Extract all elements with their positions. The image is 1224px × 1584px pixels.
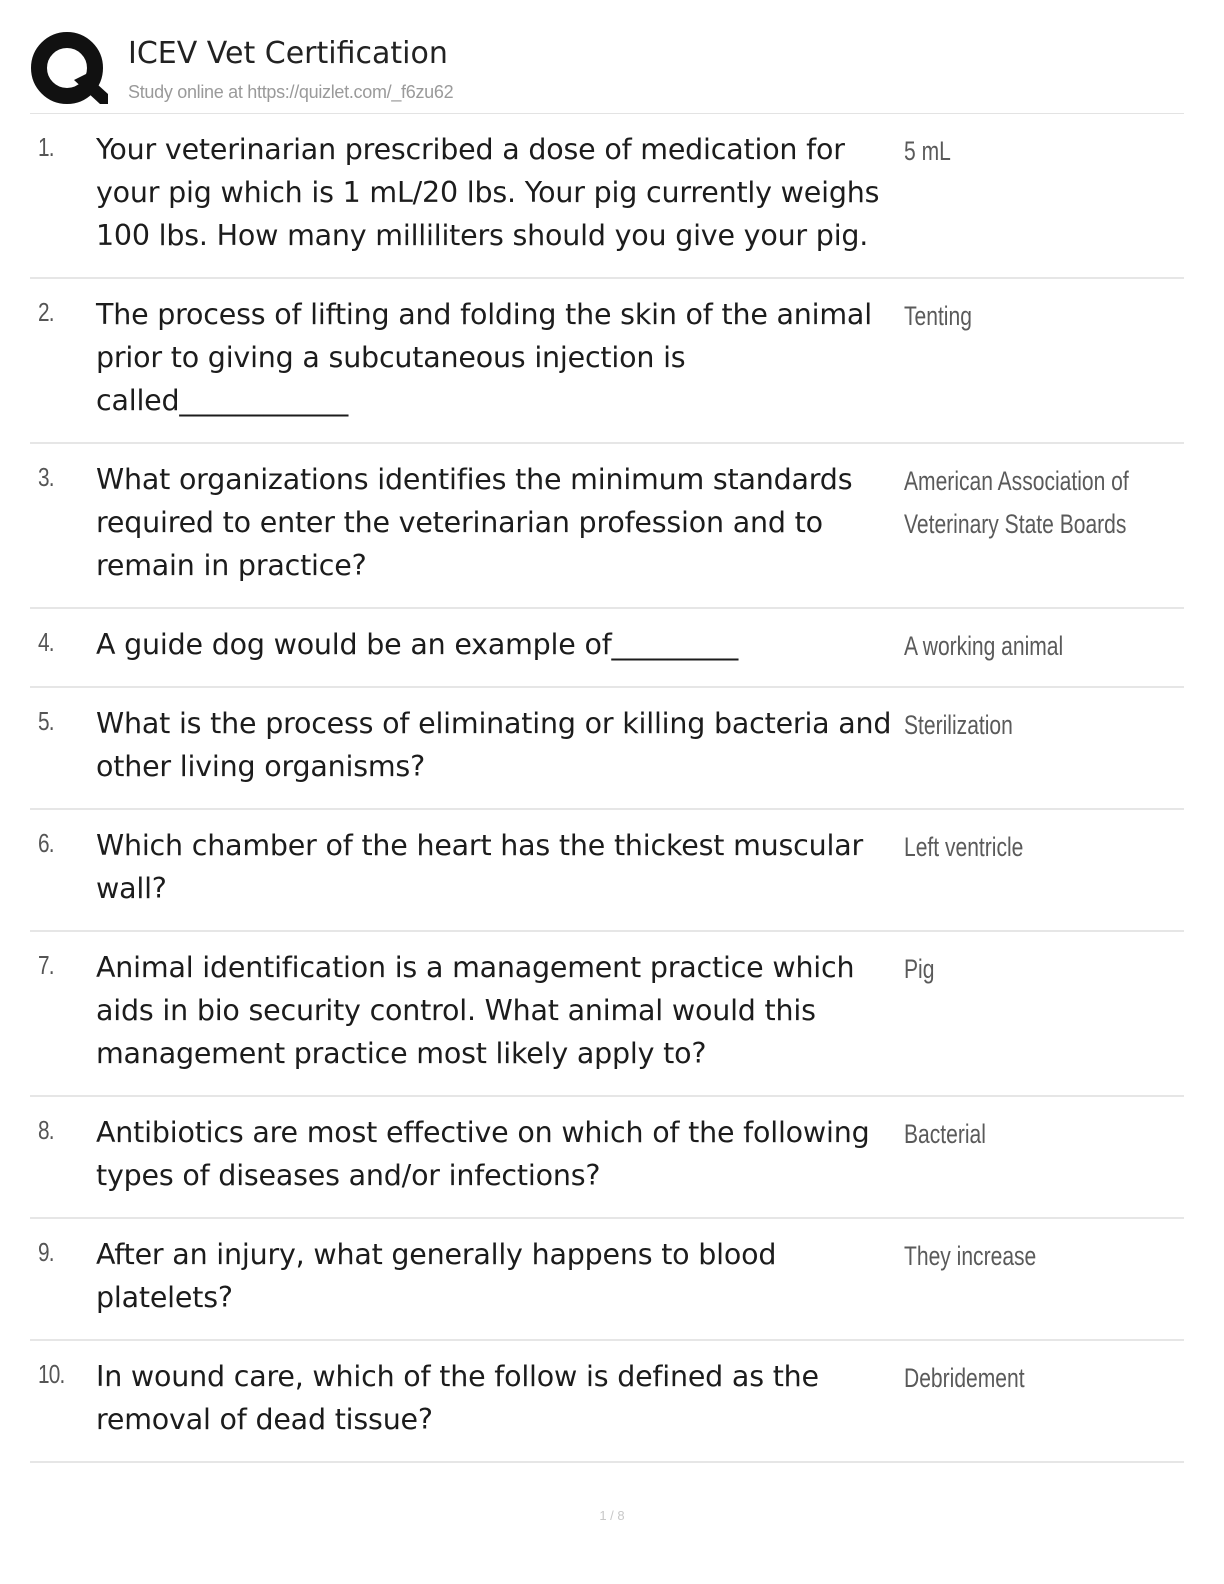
answer-text: Debridement xyxy=(904,1363,1025,1393)
quizlet-logo-icon xyxy=(30,30,108,108)
answer-text: American Association of Veterinary State Boards xyxy=(904,466,1129,539)
question-text: Animal identification is a management practice which aids in bio security control. What animal would this management practice most likely apply to? xyxy=(96,951,855,1070)
answer-text: Tenting xyxy=(904,301,972,331)
answer-text: Bacterial xyxy=(904,1119,986,1149)
question-number: 5. xyxy=(38,706,54,736)
question-number: 4. xyxy=(38,627,54,657)
answer-text: Pig xyxy=(904,954,935,984)
question-number: 3. xyxy=(38,462,54,492)
question-row xyxy=(30,444,1184,609)
answer-text: They increase xyxy=(904,1241,1037,1271)
question-row xyxy=(30,1097,1184,1219)
question-row xyxy=(30,279,1184,444)
question-row xyxy=(30,688,1184,810)
set-title: ICEV Vet Certification xyxy=(128,36,448,71)
question-row xyxy=(30,810,1184,932)
question-row xyxy=(30,114,1184,279)
question-row xyxy=(30,1219,1184,1341)
question-text: Your veterinarian prescribed a dose of medication for your pig which is 1 mL/20 lbs. Your pig currently weighs 100 lbs. How many milliliters should you give your pig. xyxy=(96,133,880,252)
question-row xyxy=(30,932,1184,1097)
question-text: After an injury, what generally happens to blood platelets? xyxy=(96,1238,777,1314)
study-online-link[interactable]: Study online at https://quizlet.com/_f6zu62 xyxy=(128,82,454,102)
page-header xyxy=(30,30,1184,114)
question-row xyxy=(30,609,1184,688)
answer-text: Sterilization xyxy=(904,710,1013,740)
answer-text: Left ventricle xyxy=(904,832,1024,862)
question-number: 1. xyxy=(38,132,54,162)
question-text: Antibiotics are most effective on which of the following types of diseases and/or infections? xyxy=(96,1116,870,1192)
page-number: 1 / 8 xyxy=(599,1508,625,1523)
question-text: In wound care, which of the follow is defined as the removal of dead tissue? xyxy=(96,1360,819,1436)
question-row xyxy=(30,1341,1184,1463)
question-text: A guide dog would be an example of_________ xyxy=(96,628,738,661)
question-number: 2. xyxy=(38,297,54,327)
answer-text: 5 mL xyxy=(904,136,951,166)
answer-text: A working animal xyxy=(904,631,1064,661)
question-text: The process of lifting and folding the skin of the animal prior to giving a subcutaneous injection is called____________ xyxy=(96,298,872,417)
question-text: What is the process of eliminating or killing bacteria and other living organisms? xyxy=(96,707,892,783)
question-number: 8. xyxy=(38,1115,54,1145)
question-number: 7. xyxy=(38,950,54,980)
question-number: 9. xyxy=(38,1237,54,1267)
question-number: 10. xyxy=(38,1359,65,1389)
question-text: Which chamber of the heart has the thickest muscular wall? xyxy=(96,829,863,905)
question-text: What organizations identifies the minimum standards required to enter the veterinarian profession and to remain in practice? xyxy=(96,463,853,582)
question-number: 6. xyxy=(38,828,54,858)
question-list xyxy=(30,114,1184,1463)
